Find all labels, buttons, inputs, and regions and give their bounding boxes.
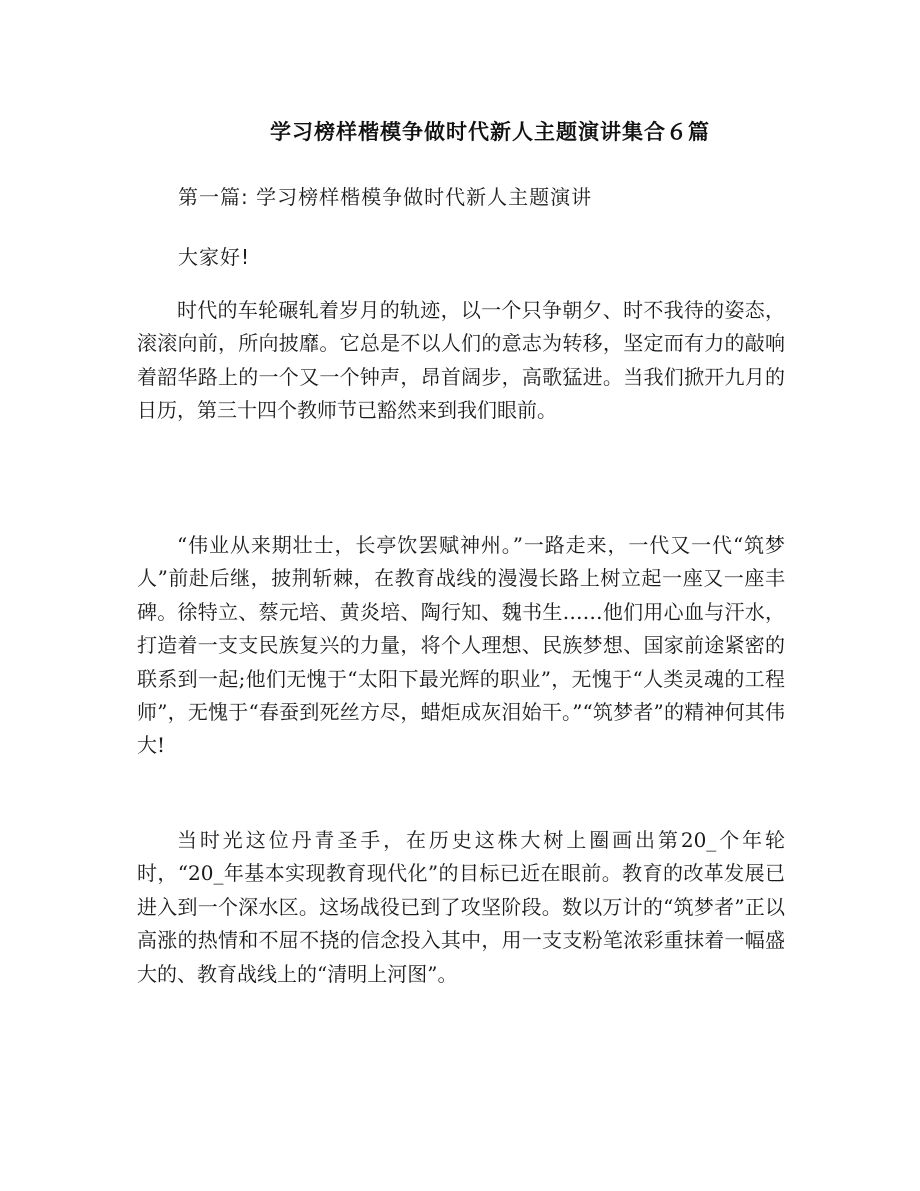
paragraph-2: “伟业从来期壮士，长亭饮罢赋神州。”一路走来，一代又一代“筑梦人”前赴后继，披荆斩棘，在教育战线的漫漫长路上树立起一座又一座丰碑。徐特立、蔡元培、黄炎培、陶行知、魏书生……他们用心血与汗水，打造着一支支民族复兴的力量，将个人理想、民族梦想、国家前途紧密的联系到一起;他们无愧于“太阳下最光辉的职业”，无愧于“人类灵魂的工程师”，无愧于“春蚕到死丝方尽，蜡炬成灰泪始干。”“筑梦者”的精神何其伟大! [137, 533, 785, 758]
paragraph-1: 时代的车轮碾轧着岁月的轨迹，以一个只争朝夕、时不我待的姿态，滚滚向前，所向披靡。它总是不以人们的意志为转移，坚定而有力的敲响着韶华路上的一个又一个钟声，昂首阔步，高歌猛进。当我们掀开九月的日历，第三十四个教师节已豁然来到我们眼前。 [137, 298, 785, 423]
section-heading: 第一篇: 学习榜样楷模争做时代新人主题演讲 [178, 185, 593, 209]
paragraph-3: 当时光这位丹青圣手，在历史这株大树上圈画出第20_个年轮时，“20_年基本实现教育现代化”的目标已近在眼前。教育的改革发展已进入到一个深水区。这场战役已到了攻坚阶段。数以万计的“筑梦者”正以高涨的热情和不屈不挠的信念投入其中，用一支支粉笔浓彩重抹着一幅盛大的、教育战线上的“清明上河图”。 [137, 828, 785, 986]
greeting-line: 大家好! [178, 245, 251, 269]
document-title: 学习榜样楷模争做时代新人主题演讲集合６篇 [270, 120, 710, 144]
